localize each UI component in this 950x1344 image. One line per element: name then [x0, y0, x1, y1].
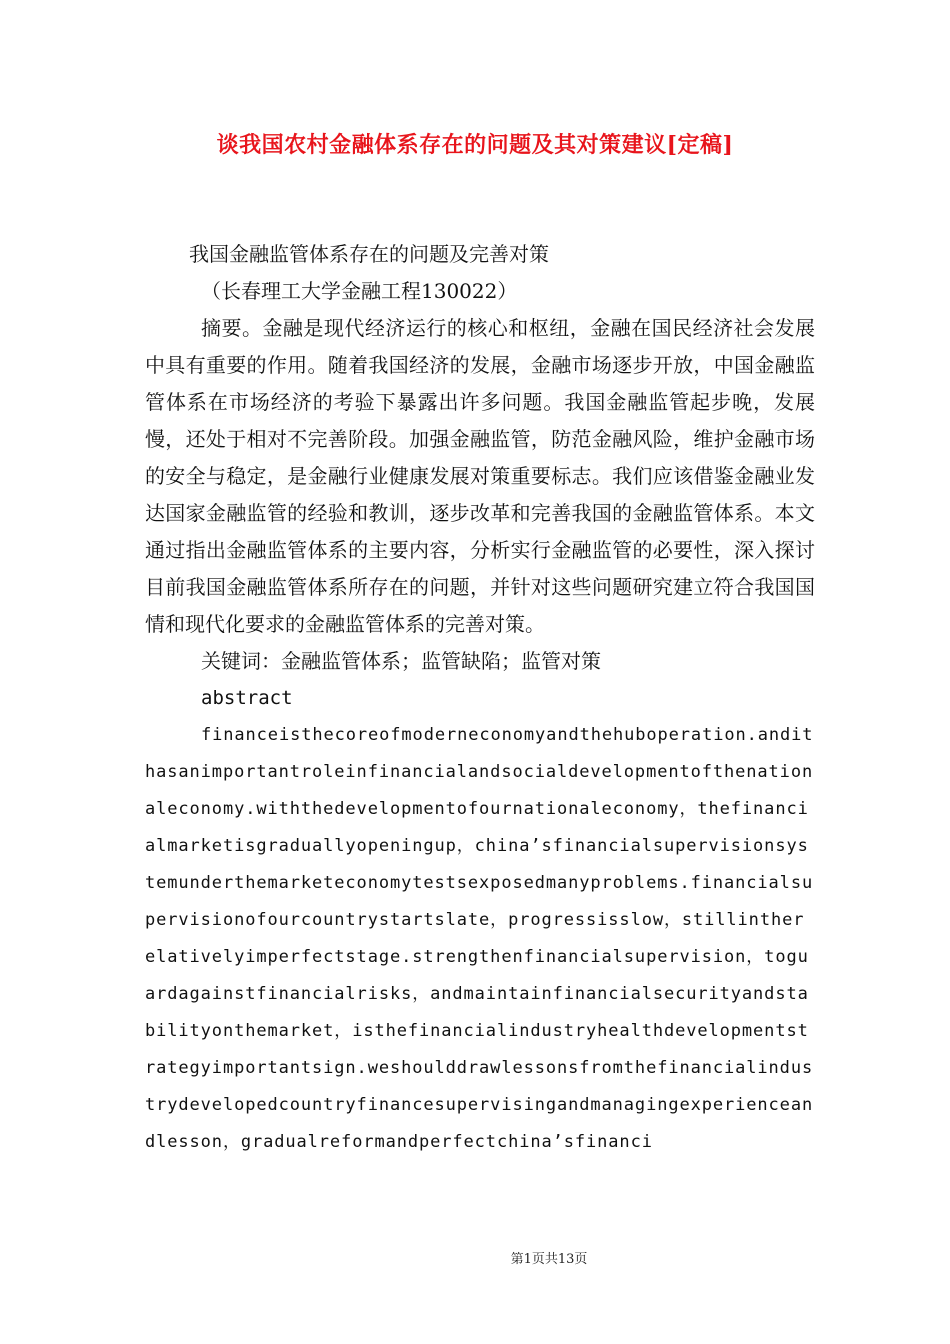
abstract-heading: abstract: [201, 687, 293, 709]
page-number-footer: 第1页共13页: [510, 1252, 588, 1267]
article-subtitle: 我国金融监管体系存在的问题及完善对策: [189, 242, 549, 266]
keywords-line: 关键词：金融监管体系；监管缺陷；监管对策: [201, 649, 601, 673]
document-title: 谈我国农村金融体系存在的问题及其对策建议[定稿]: [216, 132, 734, 158]
author-affiliation: （长春理工大学金融工程130022）: [201, 279, 518, 303]
chinese-abstract-paragraph: 摘要。金融是现代经济运行的核心和枢纽，金融在国民经济社会发展中具有重要的作用。随着我国经济的发展，金融市场逐步开放，中国金融监管体系在市场经济的考验下暴露出许多问题。我国金融监管起步晚，发展慢，还处于相对不完善阶段。加强金融监管，防范金融风险，维护金融市场的安全与稳定，是金融行业健康发展对策重要标志。我们应该借鉴金融业发达国家金融监管的经验和教训，逐步改革和完善我国的金融监管体系。本文通过指出金融监管体系的主要内容，分析实行金融监管的必要性，深入探讨目前我国金融监管体系所存在的问题，并针对这些问题研究建立符合我国国情和现代化要求的金融监管体系的完善对策。: [145, 316, 815, 636]
document-body: [145, 236, 815, 1161]
english-abstract-paragraph: financeisthecoreofmoderneconomyandthehuboperation.andithasanimportantroleinfinancialandsocialdevelopmentofthenationaleconomy.withthedevelopmentofournationaleconomy，thefinancialmarketisgraduallyopeningup，china’sfinancialsupervisionsystemunderthemarketeconomytestsexposedmanyproblems.financialsupervisionofourcountrystartslate，progressisslow，stillintherelativelyimperfectstage.strengthenfinancialsupervision，toguardagainstfinancialrisks，andmaintainfinancialsecurityandstabilityonthemarket，isthefinancialindustryhealthdevelopmentstrategyimportantsign.weshoulddrawlessonsfromthefinancialindustrydevelopedcountryfinancesupervisingandmanagingexperienceandlesson，gradualreformandperfectchina’sfinanci: [145, 725, 814, 1152]
